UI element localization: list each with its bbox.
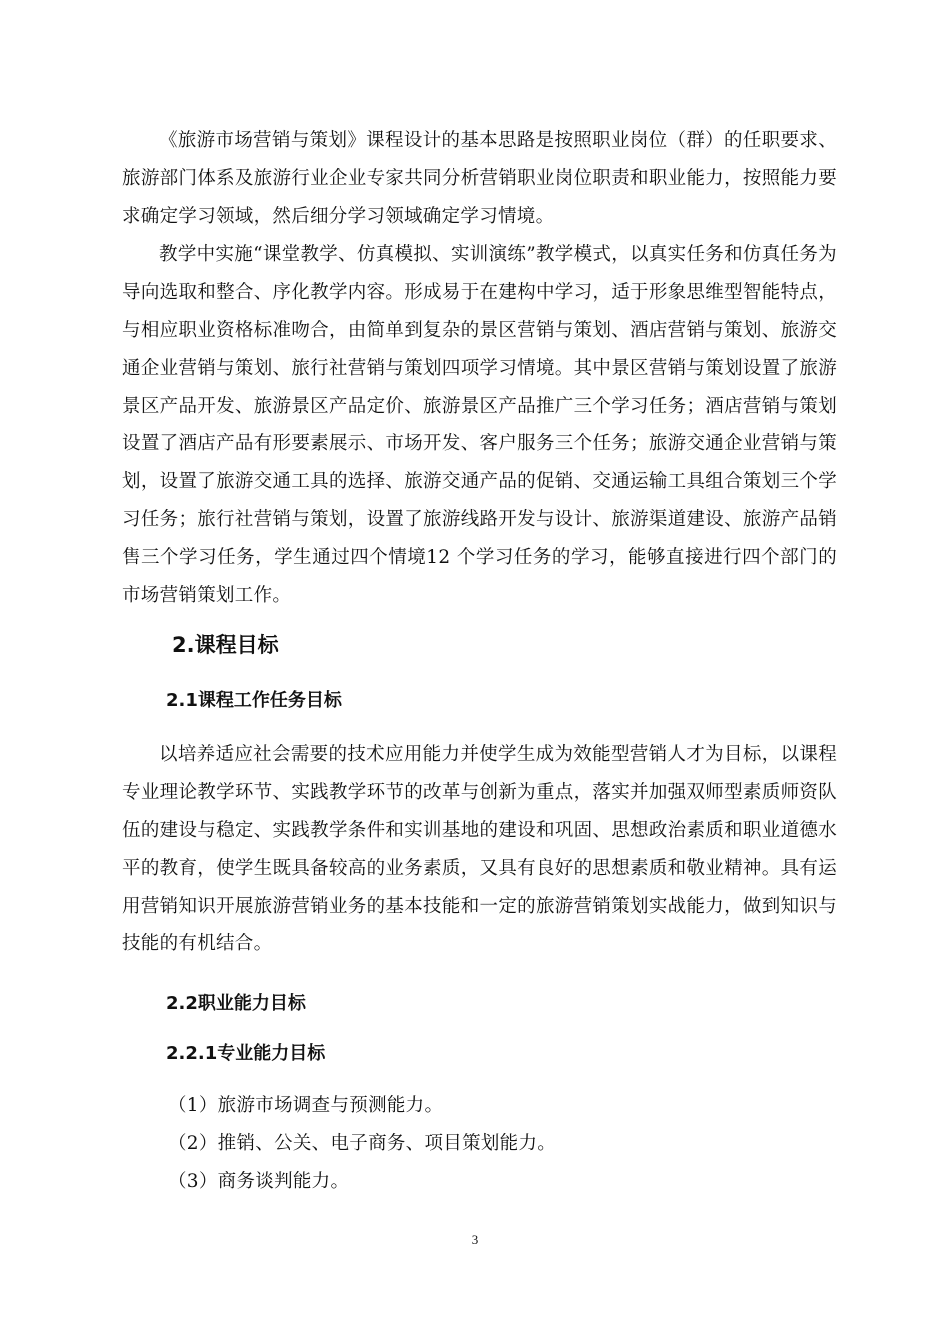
list-item: （3）商务谈判能力。 xyxy=(168,1171,350,1193)
section-heading-course-goals: 2.课程目标 xyxy=(172,633,279,658)
intro-paragraph-2: 教学中实施“课堂教学、仿真模拟、实训演练”教学模式，以真实任务和仿真任务为导向选取和整合、序化教学内容。形成易于在建构中学习，适于形象思维型智能特点，与相应职业资格标准吻合，由简单到复杂的景区营销与策划、酒店营销与策划、旅游交通企业营销与策划、旅行社营销与策划四项学习情境。其中景区营销与策划设置了旅游景区产品开发、旅游景区产品定价、旅游景区产品推广三个学习任务；酒店营销与策划设置了酒店产品有形要素展示、市场开发、客户服务三个任务；旅游交通企业营销与策划，设置了旅游交通工具的选择、旅游交通产品的促销、交通运输工具组合策划三个学习任务；旅行社营销与策划，设置了旅游线路开发与设计、旅游渠道建设、旅游产品销售三个学习任务，学生通过四个情境12 个学习任务的学习，能够直接进行四个部门的市场营销策划工作。 xyxy=(122,244,837,606)
ability-list xyxy=(122,1087,837,1201)
document-page xyxy=(122,122,837,1201)
intro-paragraph-1: 《旅游市场营销与策划》课程设计的基本思路是按照职业岗位（群）的任职要求、旅游部门体系及旅游行业企业专家共同分析营销职业岗位职责和职业能力，按照能力要求确定学习领域，然后细分学习领域确定学习情境。 xyxy=(122,130,837,227)
subsection-heading-vocational-ability: 2.2职业能力目标 xyxy=(166,993,306,1015)
list-item: （1）旅游市场调查与预测能力。 xyxy=(168,1095,444,1117)
task-goals-paragraph: 以培养适应社会需要的技术应用能力并使学生成为效能型营销人才为目标，以课程专业理论教学环节、实践教学环节的改革与创新为重点，落实并加强双师型素质师资队伍的建设与稳定、实践教学条件和实训基地的建设和巩固、思想政治素质和职业道德水平的教育，使学生既具备较高的业务素质，又具有良好的思想素质和敬业精神。具有运用营销知识开展旅游营销业务的基本技能和一定的旅游营销策划实战能力，做到知识与技能的有机结合。 xyxy=(122,744,837,955)
subsection-heading-task-goals: 2.1课程工作任务目标 xyxy=(166,690,342,712)
page-number: 3 xyxy=(471,1232,479,1247)
list-item: （2）推销、公关、电子商务、项目策划能力。 xyxy=(168,1133,557,1155)
subsection-heading-professional-ability: 2.2.1专业能力目标 xyxy=(166,1043,326,1065)
